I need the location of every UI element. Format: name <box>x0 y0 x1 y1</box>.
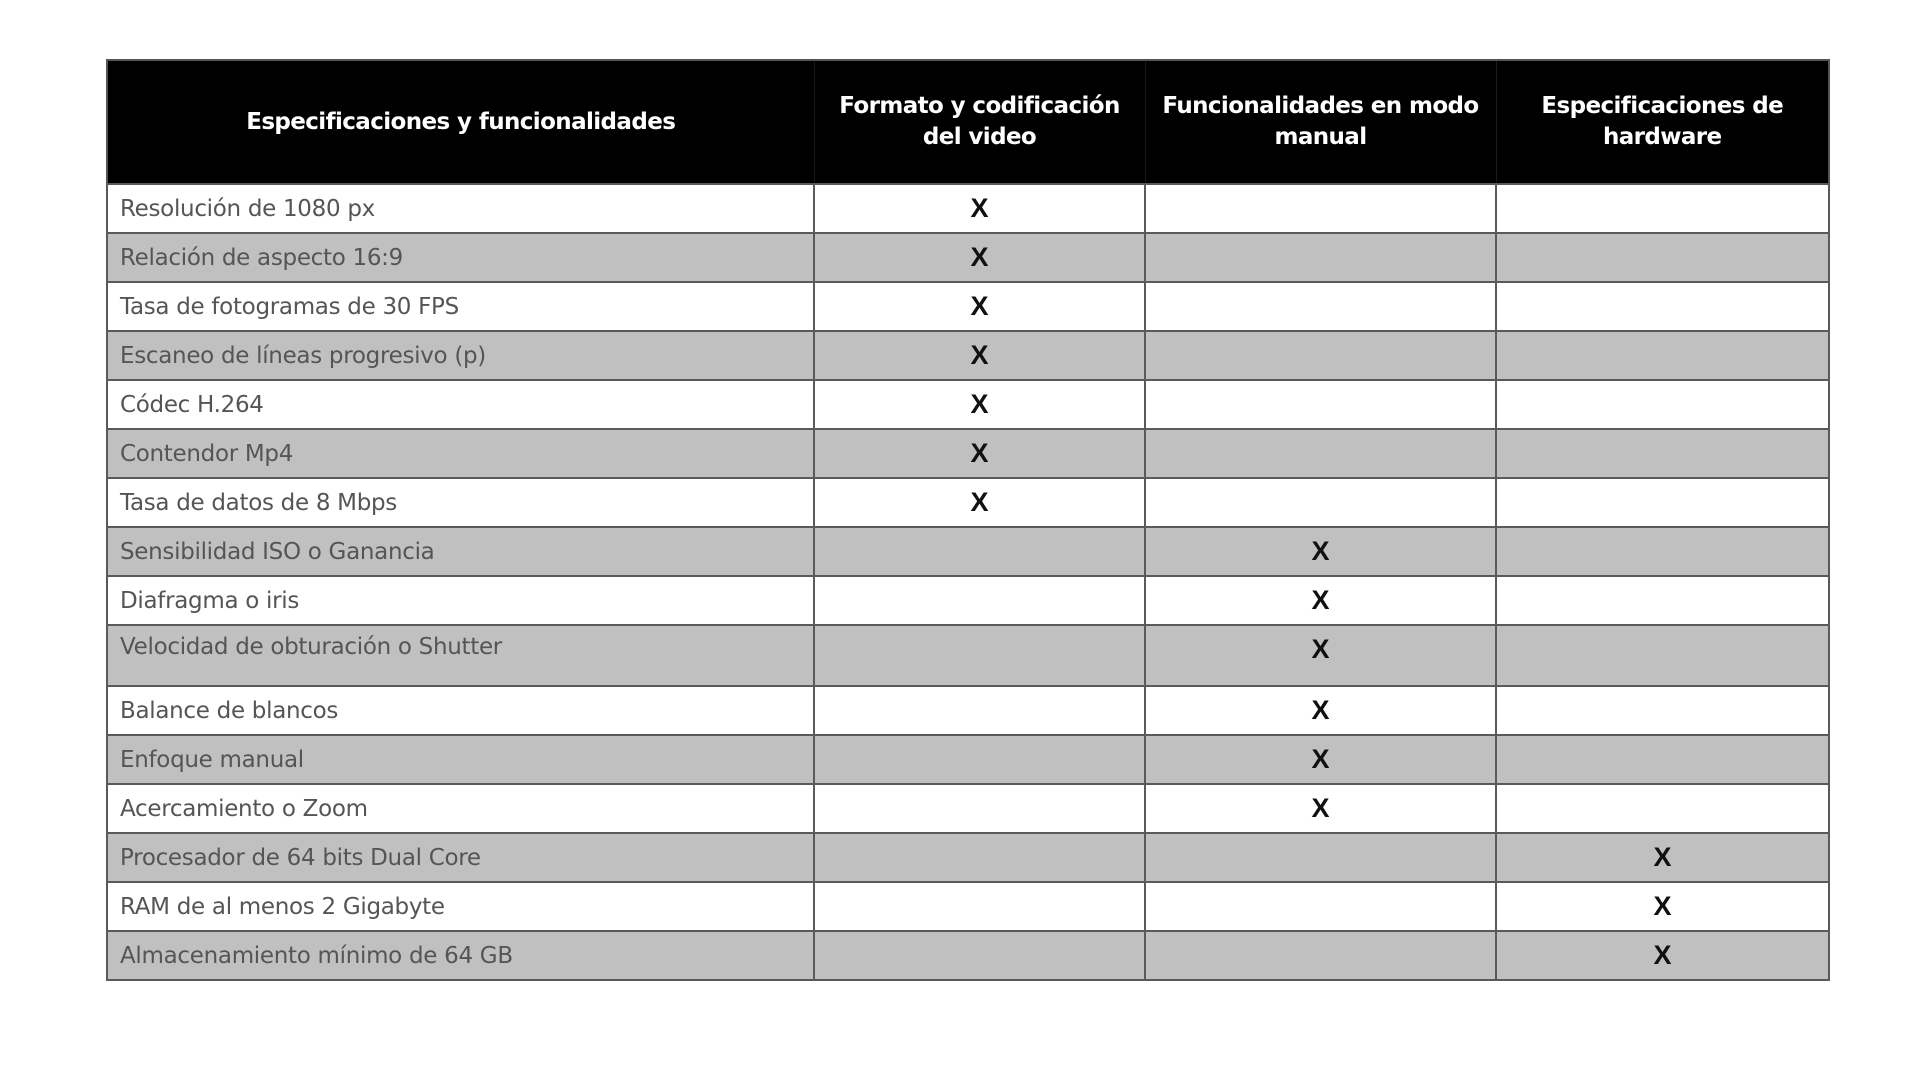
table-row <box>107 282 1829 331</box>
specifications-table <box>106 59 1830 981</box>
hardware-cell <box>1496 882 1829 931</box>
manual-cell <box>1145 233 1496 282</box>
row-label-cell <box>107 184 814 233</box>
row-label-cell <box>107 625 814 686</box>
formato-cell <box>814 282 1145 331</box>
table-row <box>107 380 1829 429</box>
formato-cell <box>814 233 1145 282</box>
hardware-cell <box>1496 429 1829 478</box>
table-row <box>107 527 1829 576</box>
row-label-cell <box>107 931 814 980</box>
row-label: Sensibilidad ISO o Ganancia <box>120 538 435 565</box>
table-row <box>107 686 1829 735</box>
check-mark: X <box>970 487 989 517</box>
row-label-cell <box>107 282 814 331</box>
formato-cell <box>814 184 1145 233</box>
formato-cell <box>814 882 1145 931</box>
hardware-cell <box>1496 625 1829 686</box>
table-row <box>107 576 1829 625</box>
formato-cell <box>814 478 1145 527</box>
table-row <box>107 184 1829 233</box>
manual-cell <box>1145 380 1496 429</box>
check-mark: X <box>970 291 989 321</box>
row-label: Almacenamiento mínimo de 64 GB <box>120 942 513 969</box>
row-label: Enfoque manual <box>120 746 304 773</box>
check-mark: X <box>1653 842 1672 872</box>
row-label-cell <box>107 686 814 735</box>
manual-cell <box>1145 576 1496 625</box>
row-label-cell <box>107 478 814 527</box>
hardware-cell <box>1496 233 1829 282</box>
row-label: Velocidad de obturación o Shutter <box>120 634 502 660</box>
formato-cell <box>814 833 1145 882</box>
row-label: Escaneo de líneas progresivo (p) <box>120 342 486 369</box>
row-label: Tasa de fotogramas de 30 FPS <box>120 293 459 320</box>
table-row <box>107 429 1829 478</box>
row-label-cell <box>107 833 814 882</box>
hardware-cell <box>1496 331 1829 380</box>
manual-cell <box>1145 931 1496 980</box>
formato-cell <box>814 429 1145 478</box>
check-mark: X <box>970 193 989 223</box>
check-mark: X <box>970 389 989 419</box>
formato-cell <box>814 527 1145 576</box>
row-label: RAM de al menos 2 Gigabyte <box>120 893 445 920</box>
header-formato-codificacion: Formato y codificación del video <box>814 60 1145 184</box>
row-label: Resolución de 1080 px <box>120 195 375 222</box>
row-label: Diafragma o iris <box>120 587 300 614</box>
check-mark: X <box>1311 793 1330 823</box>
manual-cell <box>1145 735 1496 784</box>
check-mark: X <box>970 242 989 272</box>
header-modo-manual: Funcionalidades en modo manual <box>1145 60 1496 184</box>
manual-cell <box>1145 184 1496 233</box>
manual-cell <box>1145 784 1496 833</box>
check-mark: X <box>1311 744 1330 774</box>
manual-cell <box>1145 331 1496 380</box>
hardware-cell <box>1496 931 1829 980</box>
formato-cell <box>814 931 1145 980</box>
table-row <box>107 931 1829 980</box>
check-mark <box>1497 626 1828 634</box>
row-label: Procesador de 64 bits Dual Core <box>120 844 481 871</box>
row-label-cell <box>107 784 814 833</box>
hardware-cell <box>1496 576 1829 625</box>
check-mark: X <box>970 340 989 370</box>
row-label: Contendor Mp4 <box>120 440 294 467</box>
manual-cell <box>1145 686 1496 735</box>
table-row <box>107 233 1829 282</box>
check-mark: X <box>1311 695 1330 725</box>
formato-cell <box>814 576 1145 625</box>
table-row <box>107 331 1829 380</box>
manual-cell <box>1145 833 1496 882</box>
row-label-cell <box>107 380 814 429</box>
hardware-cell <box>1496 527 1829 576</box>
check-mark: X <box>1311 585 1330 615</box>
table-row <box>107 882 1829 931</box>
row-label-cell <box>107 429 814 478</box>
table-row <box>107 478 1829 527</box>
check-mark: X <box>1311 536 1330 566</box>
formato-cell <box>814 686 1145 735</box>
manual-cell <box>1145 478 1496 527</box>
row-label-cell <box>107 882 814 931</box>
check-mark: X <box>1653 940 1672 970</box>
formato-cell <box>814 784 1145 833</box>
hardware-cell <box>1496 686 1829 735</box>
header-especificaciones: Especificaciones y funcionalidades <box>107 60 814 184</box>
hardware-cell <box>1496 784 1829 833</box>
formato-cell <box>814 625 1145 686</box>
row-label-cell <box>107 331 814 380</box>
row-label-cell <box>107 233 814 282</box>
table-row <box>107 735 1829 784</box>
row-label: Códec H.264 <box>120 391 264 418</box>
check-mark: X <box>1653 891 1672 921</box>
row-label-cell <box>107 527 814 576</box>
manual-cell <box>1145 282 1496 331</box>
check-mark: X <box>970 438 989 468</box>
row-label-cell <box>107 576 814 625</box>
row-label: Relación de aspecto 16:9 <box>120 244 403 271</box>
table-row <box>107 625 1829 686</box>
hardware-cell <box>1496 833 1829 882</box>
manual-cell <box>1145 882 1496 931</box>
check-mark: X <box>1311 634 1330 664</box>
hardware-cell <box>1496 735 1829 784</box>
row-label: Balance de blancos <box>120 697 339 724</box>
table-row <box>107 784 1829 833</box>
check-mark <box>815 626 1144 634</box>
hardware-cell <box>1496 380 1829 429</box>
formato-cell <box>814 331 1145 380</box>
row-label: Tasa de datos de 8 Mbps <box>120 489 397 516</box>
manual-cell <box>1145 625 1496 686</box>
row-label: Acercamiento o Zoom <box>120 795 368 822</box>
formato-cell <box>814 735 1145 784</box>
table-row <box>107 833 1829 882</box>
hardware-cell <box>1496 282 1829 331</box>
table-header-row <box>107 60 1829 184</box>
manual-cell <box>1145 429 1496 478</box>
header-hardware: Especificaciones de hardware <box>1496 60 1829 184</box>
row-label-cell <box>107 735 814 784</box>
hardware-cell <box>1496 184 1829 233</box>
formato-cell <box>814 380 1145 429</box>
hardware-cell <box>1496 478 1829 527</box>
manual-cell <box>1145 527 1496 576</box>
